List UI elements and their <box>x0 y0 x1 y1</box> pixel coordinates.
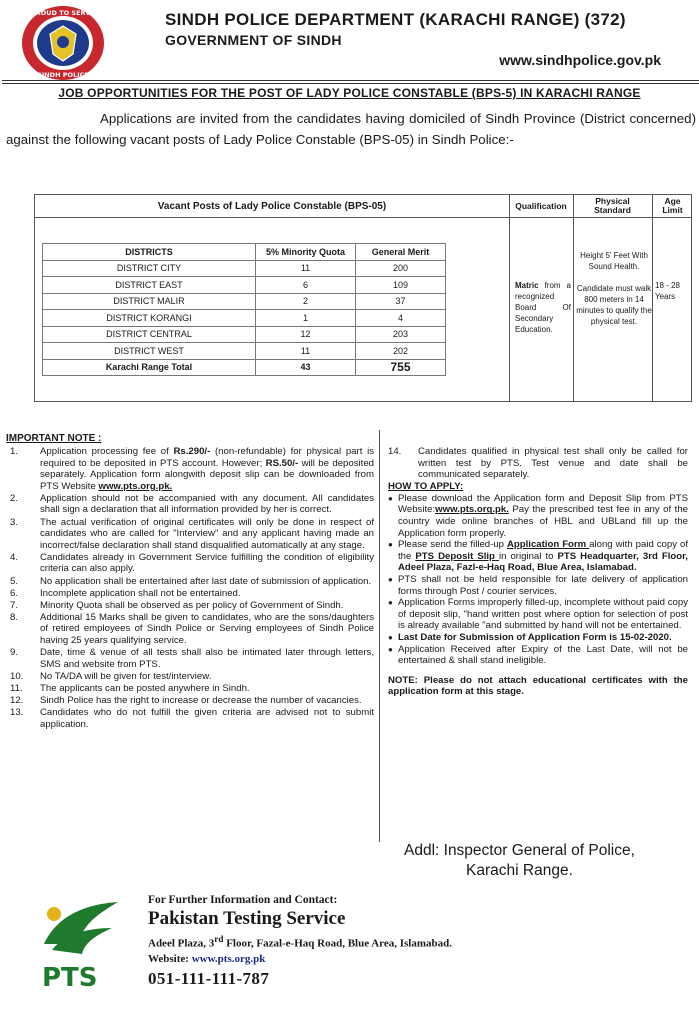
fee-amount: RS.50/- <box>265 457 299 469</box>
logo-top-text: PROUD TO SERVE <box>30 9 96 17</box>
pts-address <box>148 934 452 950</box>
pts-phone: 051-111-111-787 <box>148 968 270 988</box>
total-label: Karachi Range Total <box>43 359 256 376</box>
pts-website-row <box>148 953 452 965</box>
signature-line-1: Addl: Inspector General of Police, <box>404 842 635 859</box>
pts-website-link[interactable]: www.pts.org.pk. <box>435 504 509 516</box>
list-item <box>10 517 374 552</box>
how-to-apply-section <box>388 446 688 698</box>
important-notes-list <box>10 446 374 731</box>
item-number: 12. <box>10 694 24 706</box>
item-text: Application should not be accompanied with any document. All candidates shall sign a declaration that all information provided by her is correct. <box>40 492 374 516</box>
age-heading-1: Age <box>664 196 681 206</box>
fee-amount: Rs.290/- <box>173 446 211 457</box>
pts-address: PTS Headquarter, 3rd Floor, Adeel Plaza, Fazl-e-Haq Road, Blue Area, Islamabad. <box>398 550 688 574</box>
department-title: SINDH POLICE DEPARTMENT (KARACHI RANGE) (372) <box>165 10 626 29</box>
apply-step <box>388 574 688 597</box>
step-text-part: along with paid copy of the <box>398 539 689 562</box>
step-text-part: Please send the filled-up <box>398 539 507 551</box>
item-number: 9. <box>10 647 19 659</box>
apply-step-text: Application Received after Expiry of the Last Date, will not be entertained & shall stand ineligible. <box>398 643 688 667</box>
apply-step <box>388 632 688 644</box>
table-cell: DISTRICT CITY <box>43 260 256 277</box>
apply-step <box>388 597 688 632</box>
last-date-text: Last Date for Submission of Application Form is 15-02-2020. <box>398 632 672 643</box>
intro-paragraph: Applications are invited from the candidates having domiciled of Sindh Province (District concerned) against the following vacant posts of Lady Police Constable (BPS-05) in Sindh Police:- <box>6 111 696 147</box>
item-text: Candidates qualified in physical test shall only be called for written test by PTS. Test venue and date shall be communicated separately. <box>418 446 688 481</box>
item-text: Date, time & venue of all tests shall also be intimated later through letters, SMS and website from PTS. <box>40 647 374 670</box>
list-item <box>388 446 688 481</box>
list-item <box>10 552 374 575</box>
physical-height: Height 5' Feet With Sound Health. <box>580 251 648 271</box>
bullet-icon: ● <box>388 575 393 585</box>
table-cell: 11 <box>256 260 356 277</box>
physical-heading-1: Physical <box>595 196 630 206</box>
address-sup: rd <box>214 934 224 944</box>
application-form-label: Application Form <box>506 539 590 551</box>
column-header: General Merit <box>356 244 446 261</box>
qualification-bold: Matric <box>515 281 539 290</box>
table-row <box>43 277 446 294</box>
list-item <box>10 671 374 683</box>
pts-website-link[interactable]: www.pts.org.pk <box>191 952 266 965</box>
qualification-heading: Qualification <box>515 201 567 211</box>
address-part: Adeel Plaza, 3 <box>148 937 215 950</box>
table-cell: 200 <box>356 260 446 277</box>
item-text-part: (non-refundable) for physical part is required to be deposited in PTS account. However; <box>40 446 375 469</box>
vacancy-heading: Vacant Posts of Lady Police Constable (BPS-05) <box>157 201 387 212</box>
signature-line-2: Karachi Range. <box>466 862 573 879</box>
header-divider-2 <box>2 83 699 84</box>
table-cell: DISTRICT KORANGI <box>43 310 256 327</box>
table-cell: DISTRICT MALIR <box>43 293 256 310</box>
item-text: No application shall be entertained after last date of submission of application. <box>40 575 372 587</box>
table-header-row <box>43 244 446 261</box>
apply-step <box>388 539 688 574</box>
apply-step-text <box>398 539 688 574</box>
list-item <box>10 600 374 612</box>
item-text: The applicants can be posted anywhere in Sindh. <box>40 682 250 694</box>
table-cell: DISTRICT WEST <box>43 343 256 360</box>
column-divider <box>509 195 510 401</box>
item-text: Candidates already in Government Service fulfilling the condition of eligibility criteria can also apply. <box>40 551 374 575</box>
list-item <box>10 576 374 588</box>
website-link[interactable]: www.sindhpolice.gov.pk <box>499 52 661 68</box>
column-header: DISTRICTS <box>43 244 256 261</box>
pts-contact <box>148 894 452 989</box>
list-item <box>10 707 374 730</box>
item-text: The actual verification of original certificates will only be done in respect of candidates who are called for "Interview" and any applicant having made an incorrect/false declaration shall stand disqualified automatically at any stage. <box>40 516 374 551</box>
qualification-text <box>515 280 571 335</box>
table-cell: 11 <box>256 343 356 360</box>
column-header: 5% Minority Quota <box>256 244 356 261</box>
pts-logo <box>38 894 122 994</box>
pts-name: Pakistan Testing Service <box>148 908 346 929</box>
website-label: Website: <box>148 952 192 965</box>
notes-column-divider <box>379 430 380 842</box>
pts-website-link[interactable]: www.pts.org.pk. <box>98 480 173 492</box>
table-row <box>43 260 446 277</box>
important-note-heading: IMPORTANT NOTE : <box>6 433 102 444</box>
districts-table <box>42 243 446 376</box>
item-number: 3. <box>10 516 19 528</box>
item-number: 1. <box>10 446 19 457</box>
apply-step <box>388 644 688 667</box>
pts-logo-text: PTS <box>42 963 98 993</box>
age-limit-text: 18 - 28 Years <box>655 281 680 301</box>
list-item <box>10 612 374 647</box>
table-cell: 203 <box>356 326 446 343</box>
physical-walk: Candidate must walk 800 meters in 14 minutes to qualify the physical test. <box>576 284 652 326</box>
bullet-icon: ● <box>388 598 393 608</box>
deposit-slip-label: PTS Deposit Slip <box>415 550 499 562</box>
item-number: 6. <box>10 587 19 599</box>
bullet-icon: ● <box>388 644 393 654</box>
age-heading-2: Limit <box>662 205 683 215</box>
table-cell: DISTRICT CENTRAL <box>43 326 256 343</box>
bullet-icon: ● <box>388 540 393 550</box>
total-minority: 43 <box>256 359 356 376</box>
table-cell: 2 <box>256 293 356 310</box>
table-cell: DISTRICT EAST <box>43 277 256 294</box>
item-number: 11. <box>10 682 23 694</box>
item-text: Incomplete application shall not be entertained. <box>40 587 241 599</box>
table-cell: 12 <box>256 326 356 343</box>
physical-standard-text <box>575 250 653 327</box>
table-row <box>43 293 446 310</box>
total-general: 755 <box>356 359 446 376</box>
contact-heading: For Further Information and Contact: <box>148 894 338 906</box>
how-to-apply-heading: HOW TO APPLY: <box>388 481 464 493</box>
table-cell: 109 <box>356 277 446 294</box>
government-title: GOVERNMENT OF SINDH <box>165 32 342 48</box>
table-total-row <box>43 359 446 376</box>
table-cell: 37 <box>356 293 446 310</box>
bullet-icon: ● <box>388 633 393 642</box>
list-item <box>10 588 374 600</box>
column-divider <box>573 195 574 401</box>
vacancy-header-divider <box>35 217 691 218</box>
address-part: Floor, Fazal-e-Haq Road, Blue Area, Islamabad. <box>223 937 453 950</box>
item-text: No TA/DA will be given for test/interview. <box>40 670 212 682</box>
list-item <box>10 695 374 707</box>
item-text: Minority Quota shall be observed as per policy of Government of Sindh. <box>40 599 344 611</box>
item-text-part: Application processing fee of <box>40 446 174 457</box>
step-text-part: Please download the Application form and Deposit Slip from PTS Website: <box>398 492 688 516</box>
item-text: Additional 15 Marks shall be given to candidates, who are the sons/daughters of retired employees of Sindh Police or Serving employees of Sindh Police having 25 years qualifying service. <box>40 611 374 646</box>
list-item <box>10 647 374 670</box>
item-text-part: will be deposited separately. Application form alongwith deposit slip can be downloaded from PTS Website <box>40 457 374 492</box>
sindh-police-logo <box>20 4 106 82</box>
apply-step-text: PTS shall not be held responsible for late delivery of application forms through Post / courier services. <box>398 574 688 597</box>
qualification-rest: from a recognized Board Of Secondary Education. <box>515 281 571 334</box>
bullet-icon: ● <box>388 493 393 503</box>
list-item <box>10 493 374 516</box>
signature-block <box>404 841 635 881</box>
item-number: 4. <box>10 551 19 563</box>
table-row <box>43 343 446 360</box>
table-cell: 1 <box>256 310 356 327</box>
step-text-part: Pay the prescribed test fee in any of the country wide online branches of HBL and UBLand fill up the Application form properly. <box>398 504 688 539</box>
item-number: 10. <box>10 670 24 682</box>
final-note: NOTE: Please do not attach educational certificates with the application form at this stage. <box>388 674 688 698</box>
vacancy-box <box>34 194 692 402</box>
item-text: Sindh Police has the right to increase or decrease the number of vacancies. <box>40 694 362 706</box>
apply-step-text <box>398 493 688 539</box>
apply-step-text: Application Forms improperly filled-up, incomplete without paid copy of deposit slip, "hand written post where option for selection of post is already available "and submitted by hand will not be entertained. <box>398 597 688 632</box>
list-item <box>10 446 374 492</box>
item-text: Candidates who do not fulfill the given criteria are advised not to submit application. <box>40 707 374 730</box>
physical-heading-2: Standard <box>594 205 631 215</box>
table-row <box>43 310 446 327</box>
step-text-part: in original to <box>498 550 558 562</box>
item-number: 8. <box>10 611 19 623</box>
item-text <box>40 446 374 492</box>
table-cell: 202 <box>356 343 446 360</box>
logo-bottom-text: SINDH POLICE <box>37 71 89 79</box>
apply-step <box>388 493 688 539</box>
item-number: 7. <box>10 599 19 611</box>
list-item <box>10 683 374 695</box>
item-number: 14. <box>388 446 402 457</box>
table-cell: 6 <box>256 277 356 294</box>
item-number: 13. <box>10 707 24 719</box>
job-title: JOB OPPORTUNITIES FOR THE POST OF LADY POLICE CONSTABLE (BPS-5) IN KARACHI RANGE <box>58 86 641 100</box>
table-cell: 4 <box>356 310 446 327</box>
header-divider <box>2 80 699 81</box>
item-number: 2. <box>10 492 19 504</box>
item-number: 5. <box>10 575 19 587</box>
table-row <box>43 326 446 343</box>
